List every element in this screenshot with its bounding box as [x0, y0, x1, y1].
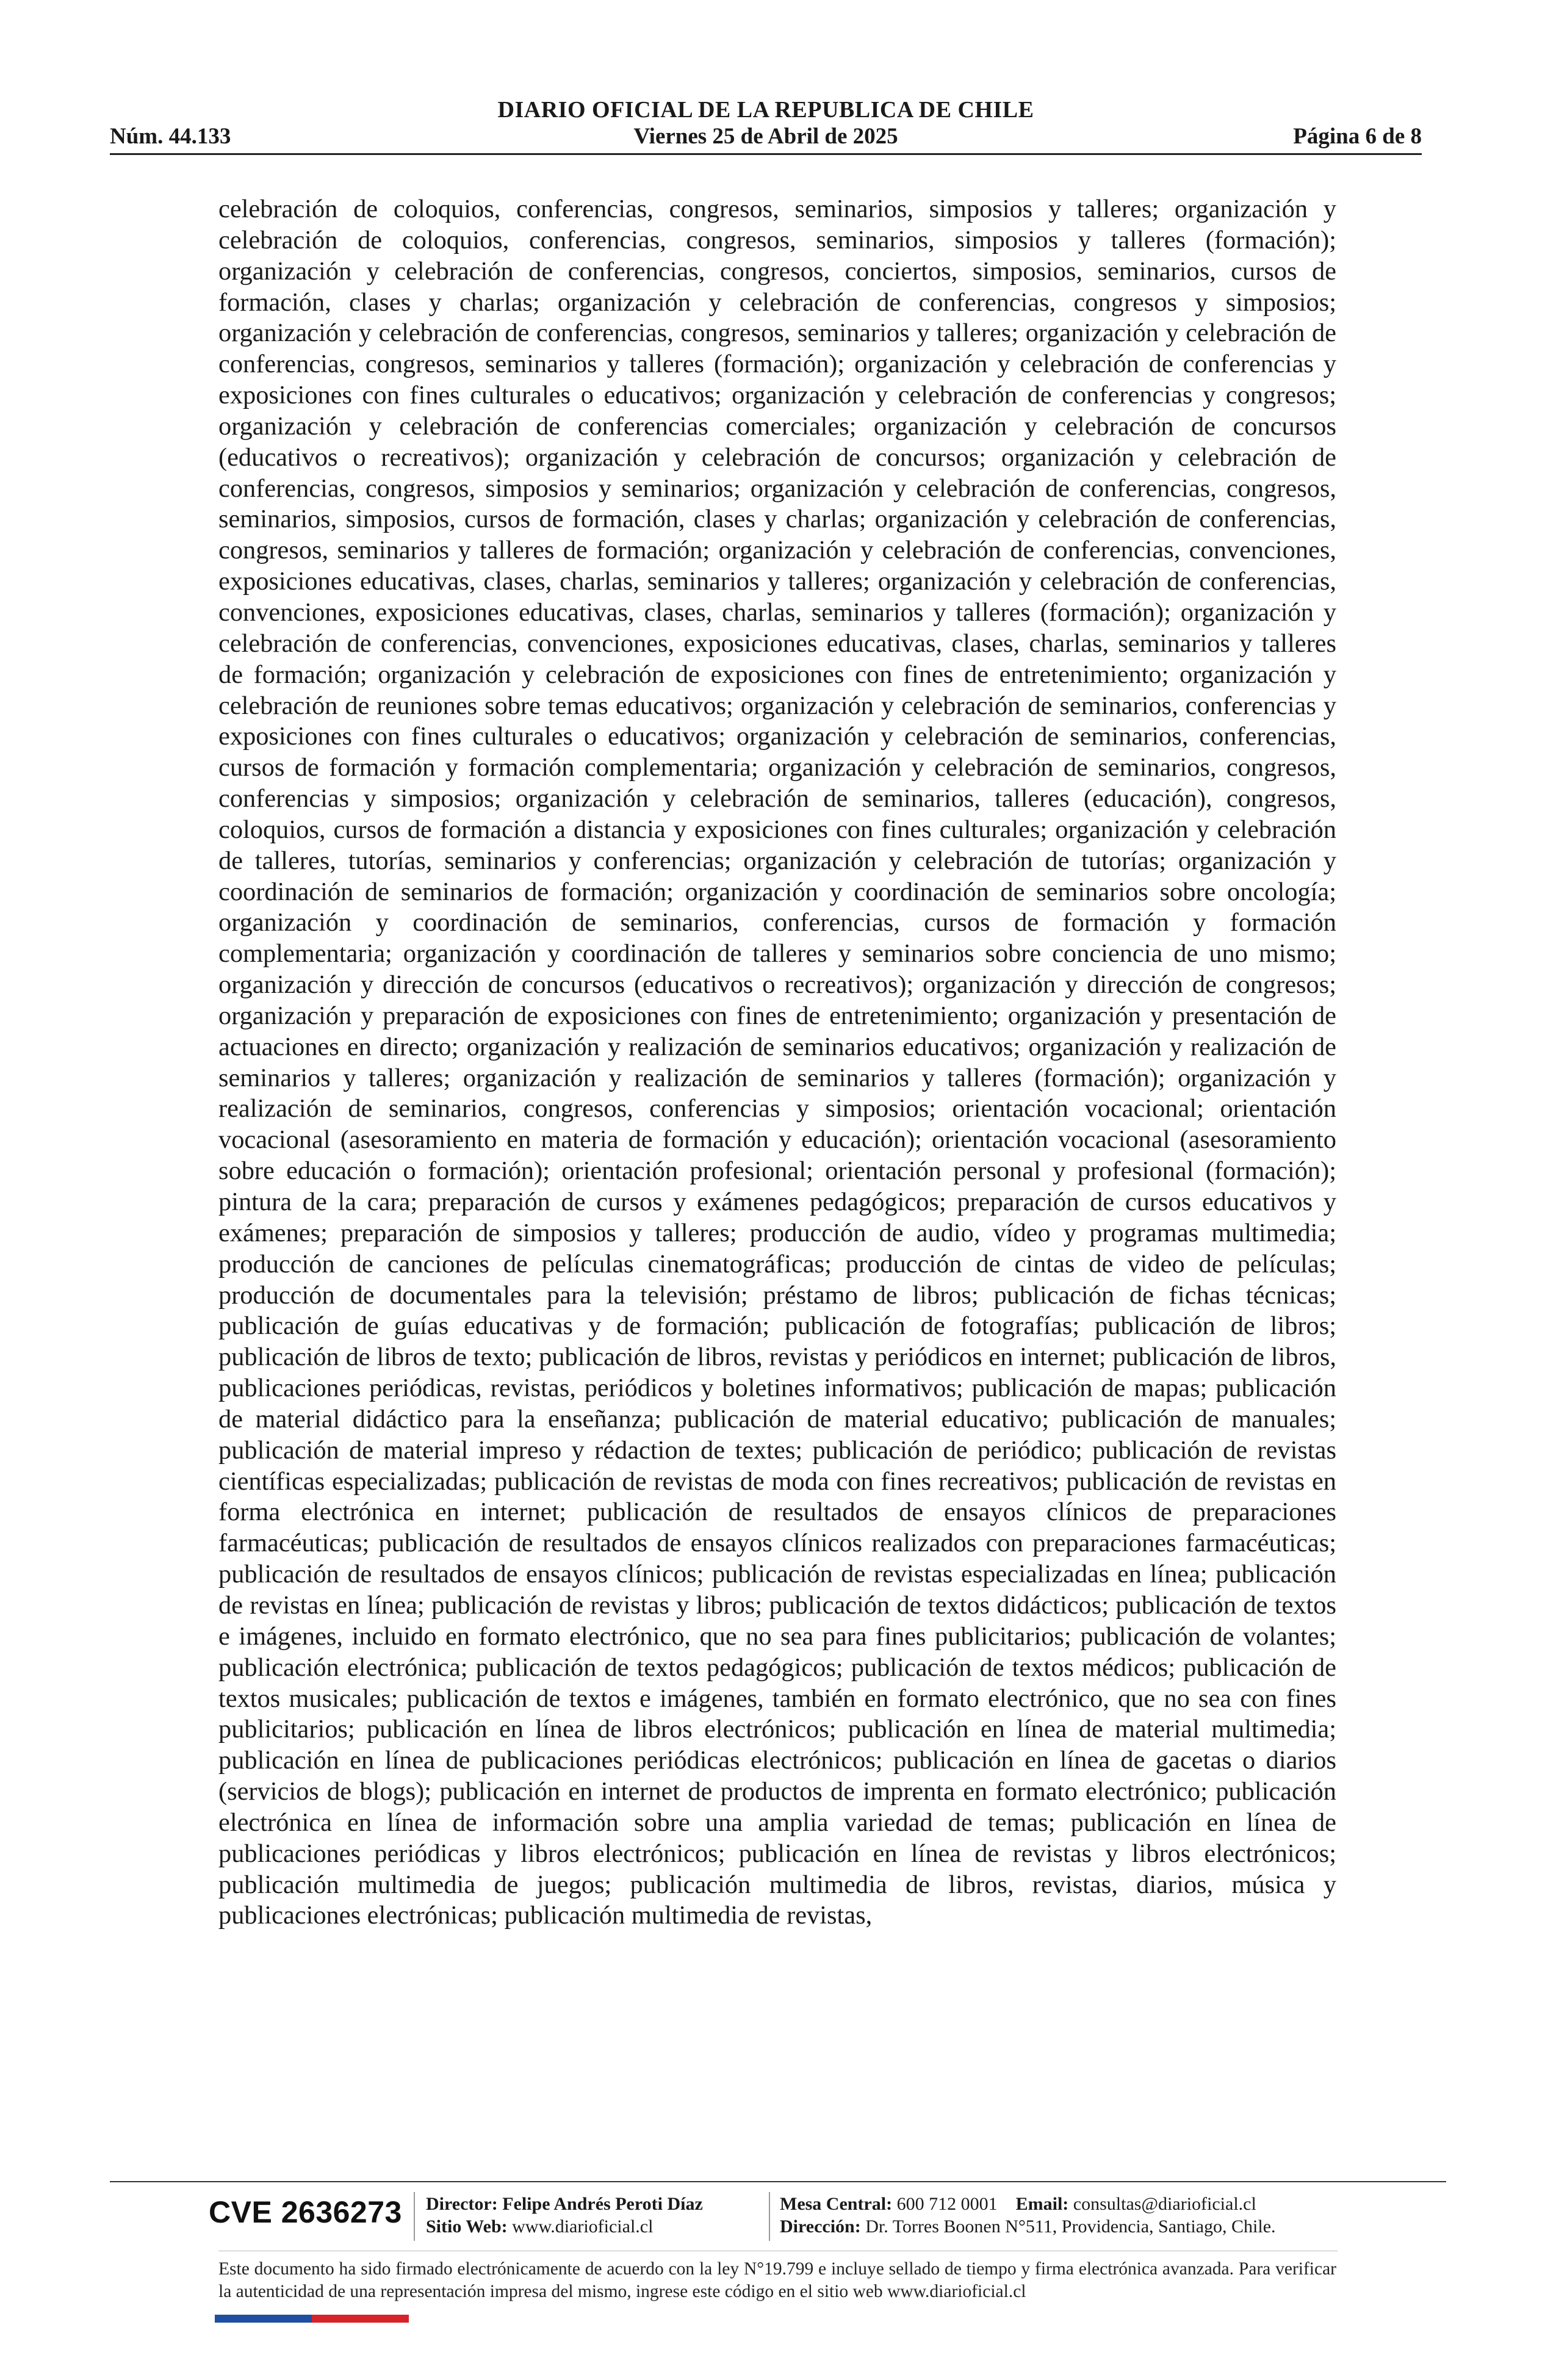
cve-code: CVE 2636273	[209, 2195, 402, 2229]
phone-value: 600 712 0001	[896, 2194, 998, 2214]
body-paragraph: celebración de coloquios, conferencias, congresos, seminarios, simposios y talleres; organización y celebración de coloquios, conferencias, congresos, seminarios, simposios y talleres (formación); organización y celebración de conferencias, congresos, conciertos, simposios, seminarios, cursos de formación, clases y charlas; organización y celebración de conferencias, congresos y simposios; organización y celebración de conferencias, congresos, seminarios y talleres; organización y celebración de conferencias, congresos, seminarios y talleres (formación); organización y celebración de conferencias y exposiciones con fines culturales o educativos; organización y celebración de conferencias y congresos; organización y celebración de conferencias comerciales; organización y celebración de concursos (educativos o recreativos); organización y celebración de concursos; organización y celebración de conferencias, congresos, simposios y seminarios; organización y celebración de conferencias, congresos, seminarios, simposios, cursos de formación, clases y charlas; organización y celebración de conferencias, congresos, seminarios y talleres de formación; organización y celebración de conferencias, convenciones, exposiciones educativas, clases, charlas, seminarios y talleres; organización y celebración de conferencias, convenciones, exposiciones educativas, clases, charlas, seminarios y talleres (formación); organización y celebración de conferencias, convenciones, exposiciones educativas, clases, charlas, seminarios y talleres de formación; organización y celebración de exposiciones con fines de entretenimiento; organización y celebración de reuniones sobre temas educativos; organización y celebración de seminarios, conferencias y exposiciones con fines culturales o educativos; organización y celebración de seminarios, conferencias, cursos de formación y formación complementaria; organización y celebración de seminarios, congresos, conferencias y simposios; organización y celebración de seminarios, talleres (educación), congresos, coloquios, cursos de formación a distancia y exposiciones con fines culturales; organización y celebración de talleres, tutorías, seminarios y conferencias; organización y celebración de tutorías; organización y coordinación de seminarios de formación; organización y coordinación de seminarios sobre oncología; organización y coordinación de seminarios, conferencias, cursos de formación y formación complementaria; organización y coordinación de talleres y seminarios sobre conciencia de uno mismo; organización y dirección de concursos (educativos o recreativos); organización y dirección de congresos; organización y preparación de exposiciones con fines de entretenimiento; organización y presentación de actuaciones en directo; organización y realización de seminarios educativos; organización y realización de seminarios y talleres; organización y realización de seminarios y talleres (formación); organización y realización de seminarios, congresos, conferencias y simposios; orientación vocacional; orientación vocacional (asesoramiento en materia de formación y educación); orientación vocacional (asesoramiento sobre educación o formación); orientación profesional; orientación personal y profesional (formación); pintura de la cara; preparación de cursos y exámenes pedagógicos; preparación de cursos educativos y exámenes; preparación de simposios y talleres; producción de audio, vídeo y programas multimedia; producción de canciones de películas cinematográficas; producción de cintas de video de películas; producción de documentales para la televisión; préstamo de libros; publicación de fichas técnicas; publicación de guías educativas y de formación; publicación de fotografías; publicación de libros; publicación de libros de texto; publicación de libros, revistas y periódicos en internet; publicación de libros, publicaciones periódicas, revistas, periódicos y boletines informativos; publicación de mapas; publicación de material didáctico para la enseñanza; publicación de material educativo; publicación de manuales; publicación de material impreso y rédaction de textes; publicación de periódico; publicación de revistas científicas especializadas; publicación de revistas de moda con fines recreativos; publicación de revistas en forma electrónica en internet; publicación de resultados de ensayos clínicos de preparaciones farmacéuticas; publicación de resultados de ensayos clínicos realizados con preparaciones farmacéuticas; publicación de resultados de ensayos clínicos; publicación de revistas especializadas en línea; publicación de revistas en línea; publicación de revistas y libros; publicación de textos didácticos; publicación de textos e imágenes, incluido en formato electrónico, que no sea para fines publicitarios; publicación de volantes; publicación electrónica; publicación de textos pedagógicos; publicación de textos médicos; publicación de textos musicales; publicación de textos e imágenes, también en formato electrónico, que no sea con fines publicitarios; publicación en línea de libros electrónicos; publicación en línea de material multimedia; publicación en línea de publicaciones periódicas electrónicos; publicación en línea de gacetas o diarios (servicios de blogs); publicación en internet de productos de imprenta en formato electrónico; publicación electrónica en línea de información sobre una amplia variedad de temas; publicación en línea de publicaciones periódicas y libros electrónicos; publicación en línea de revistas y libros electrónicos; publicación multimedia de juegos; publicación multimedia de libros, revistas, diarios, música y publicaciones electrónicas; publicación multimedia de revistas,	[218, 195, 1336, 1930]
footer-contact-left	[426, 2193, 703, 2238]
address-value: Dr. Torres Boonen N°511, Providencia, Santiago, Chile.	[865, 2216, 1276, 2237]
issue-number: Núm. 44.133	[110, 124, 231, 149]
email-link[interactable]: consultas@diarioficial.cl	[1073, 2194, 1256, 2214]
director-name: Felipe Andrés Peroti Díaz	[502, 2194, 703, 2214]
chile-flag-stripe	[215, 2315, 409, 2323]
header-divider	[110, 153, 1422, 155]
website-label: Sitio Web:	[426, 2216, 508, 2237]
legal-notice: Este documento ha sido firmado electrónicamente de acuerdo con la ley N°19.799 e incluye sellado de tiempo y firma electrónica avanzada. Para verificar la autenticidad de una representación impresa del mismo, ingrese este código en el sitio web www.diarioficial.cl	[218, 2259, 1336, 2301]
footer-separator	[769, 2192, 770, 2241]
flag-red-segment	[312, 2315, 409, 2323]
address-label: Dirección:	[780, 2216, 861, 2237]
footer-separator	[414, 2192, 415, 2241]
website-link[interactable]: www.diarioficial.cl	[512, 2216, 654, 2237]
phone-email-line	[780, 2193, 1276, 2215]
director-line	[426, 2193, 703, 2215]
page-header	[110, 92, 1422, 153]
footer-divider-top	[110, 2181, 1446, 2182]
footer-contact-right	[780, 2193, 1276, 2238]
director-label: Director:	[426, 2194, 498, 2214]
publication-title: DIARIO OFICIAL DE LA REPUBLICA DE CHILE	[497, 97, 1034, 123]
website-line	[426, 2215, 703, 2238]
issue-date: Viernes 25 de Abril de 2025	[633, 124, 898, 149]
phone-label: Mesa Central:	[780, 2194, 893, 2214]
address-line	[780, 2215, 1276, 2238]
page-number: Página 6 de 8	[1293, 124, 1422, 149]
flag-blue-segment	[215, 2315, 312, 2323]
email-label: Email:	[1015, 2194, 1069, 2214]
